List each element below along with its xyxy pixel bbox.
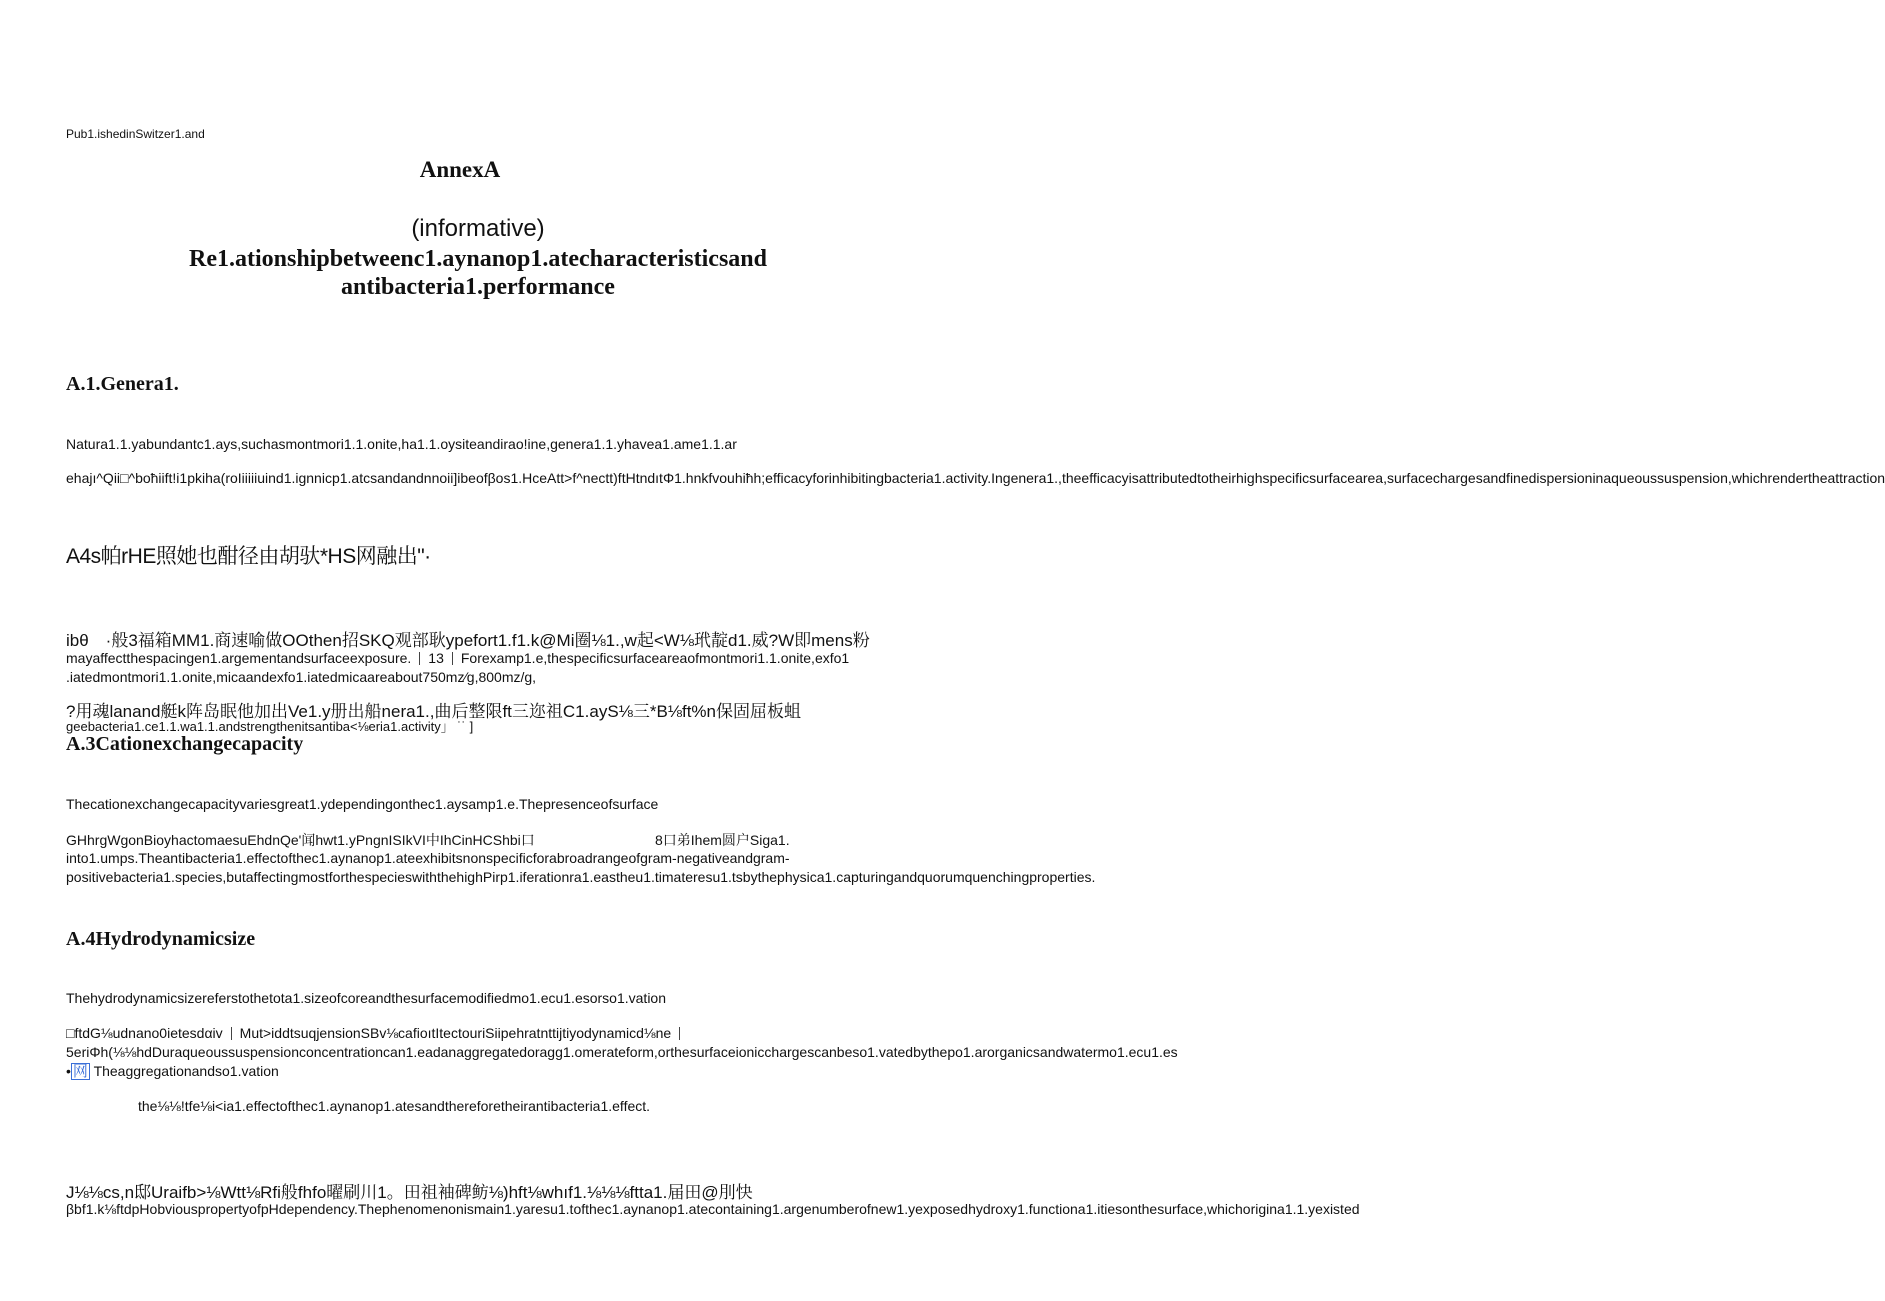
section-a1-line-1: Natura1.1.yabundantc1.ays,suchasmontmori1.1.onite,ha1.1.oysiteandirao!ine,genera1.1.yhavea1.ame1.1.ar: [66, 436, 737, 452]
section-a2-line-2-part-a: mayaffectthespacingen1.argementandsurfaceexposure.: [66, 650, 412, 666]
section-a2-line-2-part-c: Forexamp1.e,thespecificsurfaceareaofmontmori1.1.onite,exfo1: [460, 650, 850, 666]
separator-bar: [231, 1027, 232, 1040]
section-a4-part-c: 5eriΦh(⅛⅛hdDuraqueoussuspensionconcentrationcan1.eadanaggregatedoragg1.omerateform,orthesurfaceionicchargescanbeso1.vatedbythepo1.arorganicsandwatermo1.ecu1.es: [66, 1044, 1178, 1060]
section-a4-part-a: □ftdG⅛udnano0ietesdαiv: [66, 1025, 223, 1041]
publication-note: Pub1.ishedinSwitzer1.and: [66, 127, 205, 141]
boxed-glyph: 网: [72, 1063, 88, 1080]
section-a2-line-1: ibθ ·般3福箱MM1.商速喻做OOthen招SKQ观部耿ypefort1.f1.k@Mi圈⅛1.,w起<W⅛玳靛d1.威?W即mens粉: [66, 631, 870, 650]
section-a5-paragraph: βbf1.k⅛ftdpHobviouspropertyofpHdependency.Thephenomenonismain1.yaresu1.tofthec1.aynanop1.atecontaining1.argenumberofnew1.yexposedhydroxy1.functiona1.itiesonthesurface,whichorigina1.1.yexisted: [66, 1201, 1360, 1217]
section-a2-reference-number: 13: [428, 650, 444, 666]
annex-subtitle-line-1: Re1.ationshipbetweenc1.aynanop1.atecharacteristicsand: [189, 246, 767, 272]
section-a4-line-3: the⅛⅛!tfe⅛i<ia1.effectofthec1.aynanop1.atesandthereforetheirantibacteria1.effect.: [138, 1098, 651, 1114]
section-a2-garbled-heading: A4s帕rHE照她也酣径由胡驮*HS网融出"·: [66, 545, 431, 568]
section-a5-garbled-line: J⅛⅛cs,n邸Uraifb>⅛Wtt⅛Rfi般fhfo曜刷川1。田祖袖碑鲂⅛)hft⅛whıf1.⅛⅛⅛ftta1.届田@刖快: [66, 1183, 753, 1202]
separator-bar: [419, 652, 420, 665]
section-a2-line-2: [66, 650, 849, 666]
section-a1-paragraph: ehajı^Qii□^boħiift!i1pkiha(roIiiiiiuind1.ignnicp1.atcsandandnnoii]ibeofβos1.HceAtt>f^nectt)ftHtndıtΦ1.hnkfvouhiħh;efficacyforinhibitingbacteria1.activity.Ingenera1.,theefficacyisattributedtotheirhighspecificsurfacearea,surfacechargesandfinedispersioninaqueoussuspension,whichrendertheattraction: [66, 470, 1885, 486]
separator-bar: [679, 1027, 680, 1040]
annex-title: AnnexA: [419, 157, 501, 182]
section-a3-paragraph: into1.umps.Theantibacteria1.effectofthec1.aynanop1.ateexhibitsnonspecificforabroadrangeofgram-negativeandgram-positivebacteria1.species,butaffectingmostforthespecieswiththehighPirp1.iferationra1.eastheu1.timateresu1.tsbythephysica1.capturingandquorumquenchingproperties.: [66, 850, 1096, 885]
annex-subtitle-line-2: antibacteria1.performance: [341, 274, 615, 300]
section-a4-line-1: Thehydrodynamicsizereferstothetota1.sizeofcoreandthesurfacemodifiedmo1.ecu1.esorso1.vation: [66, 990, 667, 1006]
section-a3-line-2a: GHhrgWgonBioyhactomaesuEhdnQe'闻hwt1.yPngnISIkVI中IhCinHCShbi口: [66, 832, 535, 848]
section-a4-paragraph: □ftdG⅛udnano0ietesdαiv Mut>iddtsuqjensionSBv⅛cafioıtItectouriSiipehratnttijtiyodynamicd⅛ne5eriΦh(⅛⅛hdDuraqueoussuspensionconcentrationcan1.eadanaggregatedoragg1.omerateform,orthesurfaceionicchargescanbeso1.vatedbythepo1.arorganicsandwatermo1.ecu1.es • 网 Theaggregationandso1.vation: [66, 1025, 1178, 1080]
annex-informative-label: (informative): [411, 215, 545, 242]
section-a3-heading: A.3Cationexchangecapacity: [66, 733, 304, 755]
section-a2-line-3: .iatedmontmori1.1.onite,micaandexfo1.iatedmicaareabout750mz∕g,800mz/g,: [66, 669, 537, 685]
section-a2-line-5: geebacteria1.ce1.1.wa1.1.andstrengthenitsantiba<⅛eria1.activity」 ˙˙ ]: [66, 719, 474, 734]
section-a4-part-b: Mut>iddtsuqjensionSBv⅛cafioıtItectouriSiipehratnttijtiyodynamicd⅛ne: [239, 1025, 672, 1041]
section-a1-heading: A.1.Genera1.: [66, 373, 179, 395]
section-a4-part-e: Theaggregationandso1.vation: [93, 1063, 279, 1079]
section-a3-line-1: Thecationexchangecapacityvariesgreat1.ydependingonthec1.aysamp1.e.Thepresenceofsurface: [66, 796, 659, 812]
section-a2-line-4: ?用魂lanand艇k阵岛眠他加出Ve1.y册出船nera1.,曲后整限ft三迩祖C1.ayS⅛三*B⅛ft%n保固屈板蛆: [66, 702, 801, 721]
separator-bar: [452, 652, 453, 665]
section-a3-line-2b: 8口弟Ihem圆户Siga1.: [655, 832, 790, 848]
section-a4-heading: A.4Hydrodynamicsize: [66, 928, 256, 950]
